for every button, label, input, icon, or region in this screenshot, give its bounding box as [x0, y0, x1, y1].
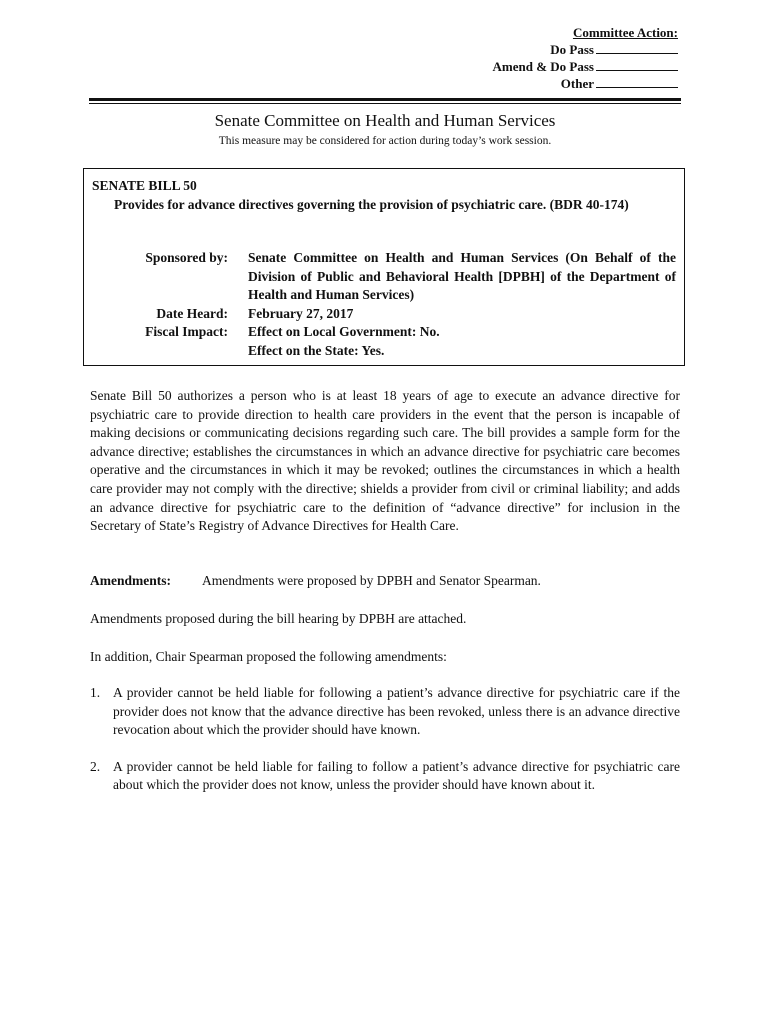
list-item: [90, 758, 680, 795]
committee-title: Senate Committee on Health and Human Services: [214, 111, 556, 130]
action-option-label: Amend & Do Pass: [492, 59, 594, 74]
fiscal-local: Effect on Local Government: No.: [248, 324, 440, 339]
action-amend-do-pass: [493, 58, 678, 75]
list-text: A provider cannot be held liable for following a patient’s advance directive for psychiatric care if the provider does not know that the advance directive has been revoked, unless there is an advance directive revocation about which the provider should have known.: [113, 685, 680, 738]
header-rule-thick: [89, 98, 681, 101]
action-option-label: Do Pass: [550, 42, 594, 57]
fiscal-value: [248, 323, 676, 360]
bill-summary-box: [83, 168, 685, 366]
list-number: 2.: [90, 758, 101, 774]
bill-name: SENATE BILL 50: [92, 178, 197, 193]
date-value: February 27, 2017: [248, 305, 354, 321]
list-item: [90, 684, 680, 740]
amendments-text: Amendments were proposed by DPBH and Senator Spearman.: [202, 573, 541, 588]
bill-metadata: [92, 249, 676, 360]
list-text: A provider cannot be held liable for failing to follow a patient’s advance directive for psychiatric care about which the provider does not know, unless the provider should have known about it.: [113, 758, 680, 793]
list-number: 1.: [90, 685, 101, 700]
committee-action-heading: Committee Action:: [572, 25, 678, 40]
amendments-label: Amendments:: [90, 573, 171, 588]
fiscal-label: Fiscal Impact:: [145, 324, 228, 339]
fiscal-row: [92, 323, 676, 360]
action-blank-line: [596, 41, 678, 54]
date-row: [92, 305, 676, 324]
committee-action-block: [493, 24, 678, 92]
action-do-pass: [493, 41, 678, 58]
sponsor-label: Sponsored by:: [145, 250, 228, 265]
amendment-list: [90, 684, 680, 813]
amendments-intro: In addition, Chair Spearman proposed the following amendments:: [90, 649, 447, 664]
bill-summary-paragraph: Senate Bill 50 authorizes a person who is at least 18 years of age to execute an advance directive for psychiatric care to provide direction to health care providers in the event that the person is incapable of making decisions or communicating decisions regarding such care. The bill provides a sample form for the advance directive; establishes the circumstances in which an advance directive for psychiatric care becomes operative and the circumstances in which it may be revoked; outlines the circumstances in which a health care provider may not comply with the directive; shields a provider from civil or criminal liability; and adds an advance directive for psychiatric care to the definition of “advance directive” for inclusion in the Secretary of State’s Registry of Advance Directives for Health Care.: [90, 388, 680, 534]
action-blank-line: [596, 75, 678, 88]
action-blank-line: [596, 58, 678, 71]
fiscal-state: Effect on the State: Yes.: [248, 342, 385, 358]
work-session-note: This measure may be considered for action during today’s work session.: [218, 135, 552, 147]
sponsor-row: [92, 249, 676, 305]
sponsor-value: Senate Committee on Health and Human Services (On Behalf of the Division of Public and Behavioral Health [DPBH] of the Department of Health and Human Services): [248, 250, 676, 302]
amendments-attached: Amendments proposed during the bill hearing by DPBH are attached.: [90, 611, 467, 626]
action-other: [493, 75, 678, 92]
amendments-line: [90, 572, 680, 591]
action-option-label: Other: [560, 76, 594, 91]
bill-description: Provides for advance directives governing the provision of psychiatric care. (BDR 40-174): [114, 196, 629, 212]
header-rule-thin: [89, 103, 681, 104]
date-label: Date Heard:: [156, 305, 228, 321]
